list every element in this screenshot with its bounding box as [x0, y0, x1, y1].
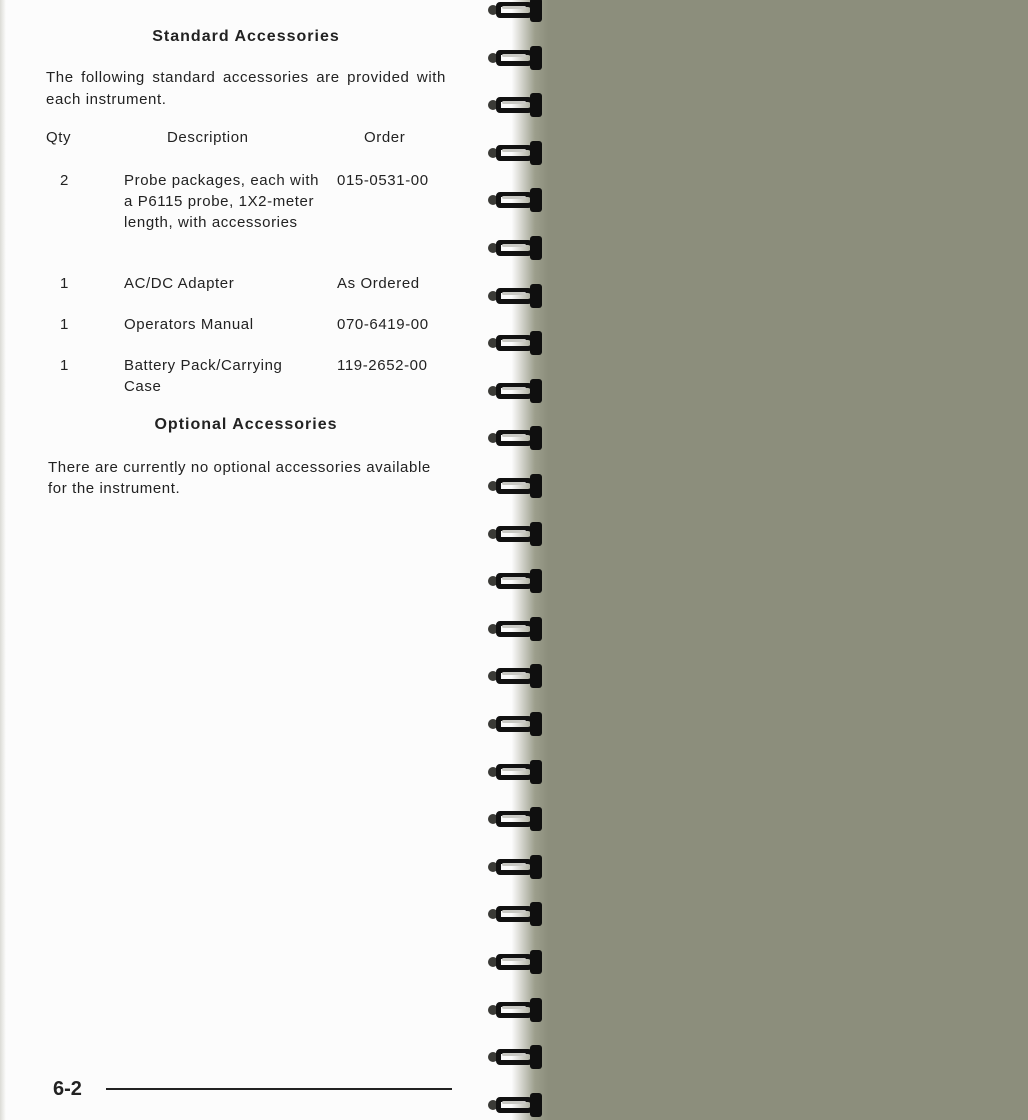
coil-post [530, 236, 542, 260]
spiral-coil [488, 379, 544, 403]
coil-highlight [502, 625, 526, 628]
accessory-order-number: 015-0531-00 [337, 172, 429, 189]
back-cover [548, 0, 1028, 1120]
coil-post [530, 712, 542, 736]
optional-accessories-heading: Optional Accessories [154, 416, 338, 433]
coil-post [530, 950, 542, 974]
spiral-coil [488, 284, 544, 308]
column-header-description: Description [167, 129, 249, 146]
page-edge-shadow [0, 0, 6, 1120]
spiral-coil [488, 0, 544, 22]
coil-highlight [502, 958, 526, 961]
spiral-coil [488, 236, 544, 260]
coil-post [530, 379, 542, 403]
coil-highlight [502, 244, 526, 247]
coil-post [530, 331, 542, 355]
optional-accessories-text: There are currently no optional accessories available for the instrument. [48, 459, 431, 497]
coil-highlight [502, 815, 526, 818]
accessory-qty: 1 [60, 357, 69, 374]
accessory-description: Operators Manual [124, 316, 254, 333]
accessory-order-number: 119-2652-00 [337, 357, 428, 374]
coil-highlight [502, 1006, 526, 1009]
footer-rule [106, 1088, 452, 1090]
standard-accessories-heading: Standard Accessories [152, 28, 340, 45]
coil-post [530, 474, 542, 498]
coil-post [530, 617, 542, 641]
column-header-qty: Qty [46, 129, 72, 146]
coil-highlight [502, 1053, 526, 1056]
coil-highlight [502, 339, 526, 342]
coil-highlight [502, 101, 526, 104]
coil-highlight [502, 387, 526, 390]
coil-highlight [502, 54, 526, 57]
coil-post [530, 760, 542, 784]
coil-post [530, 284, 542, 308]
spiral-coil [488, 760, 544, 784]
accessory-order-number: 070-6419-00 [337, 316, 429, 333]
coil-post [530, 93, 542, 117]
spiral-coil [488, 188, 544, 212]
coil-post [530, 522, 542, 546]
spiral-coil [488, 950, 544, 974]
coil-post [530, 855, 542, 879]
coil-post [530, 664, 542, 688]
coil-highlight [502, 863, 526, 866]
coil-post [530, 1093, 542, 1117]
coil-post [530, 807, 542, 831]
coil-post [530, 0, 542, 22]
spiral-coil [488, 1093, 544, 1117]
coil-highlight [502, 768, 526, 771]
coil-highlight [502, 292, 526, 295]
accessory-qty: 1 [60, 316, 69, 333]
accessory-qty: 2 [60, 172, 69, 189]
coil-post [530, 998, 542, 1022]
spiral-coil [488, 1045, 544, 1069]
spiral-coil [488, 331, 544, 355]
coil-highlight [502, 530, 526, 533]
spiral-coil [488, 569, 544, 593]
coil-highlight [502, 672, 526, 675]
coil-post [530, 1045, 542, 1069]
spiral-coil [488, 522, 544, 546]
spiral-coil [488, 426, 544, 450]
coil-post [530, 426, 542, 450]
spiral-coil [488, 46, 544, 70]
coil-highlight [502, 149, 526, 152]
coil-highlight [502, 910, 526, 913]
accessory-order-number: As Ordered [337, 275, 420, 292]
coil-post [530, 46, 542, 70]
coil-post [530, 902, 542, 926]
spiral-coil [488, 664, 544, 688]
spiral-coil [488, 855, 544, 879]
standard-accessories-intro: The following standard accessories are provided with each instrument. [46, 69, 446, 108]
coil-highlight [502, 482, 526, 485]
coil-highlight [502, 434, 526, 437]
coil-post [530, 569, 542, 593]
spiral-coil [488, 902, 544, 926]
accessory-description: Battery Pack/Carrying Case [124, 357, 283, 395]
spiral-coil [488, 141, 544, 165]
manual-page [0, 0, 496, 1120]
coil-post [530, 188, 542, 212]
spiral-binding [484, 0, 564, 1120]
spiral-coil [488, 712, 544, 736]
coil-highlight [502, 196, 526, 199]
spiral-coil [488, 93, 544, 117]
coil-highlight [502, 6, 526, 9]
coil-highlight [502, 1101, 526, 1104]
spiral-coil [488, 617, 544, 641]
column-header-order: Order [364, 129, 406, 146]
accessory-description: Probe packages, each with a P6115 probe, 1X2-meter length, with accessories [124, 172, 320, 231]
spiral-coil [488, 998, 544, 1022]
coil-highlight [502, 720, 526, 723]
accessory-qty: 1 [60, 275, 69, 292]
coil-post [530, 141, 542, 165]
accessory-description: AC/DC Adapter [124, 275, 235, 292]
page-number: 6-2 [53, 1078, 82, 1100]
spiral-coil [488, 807, 544, 831]
spiral-coil [488, 474, 544, 498]
coil-highlight [502, 577, 526, 580]
